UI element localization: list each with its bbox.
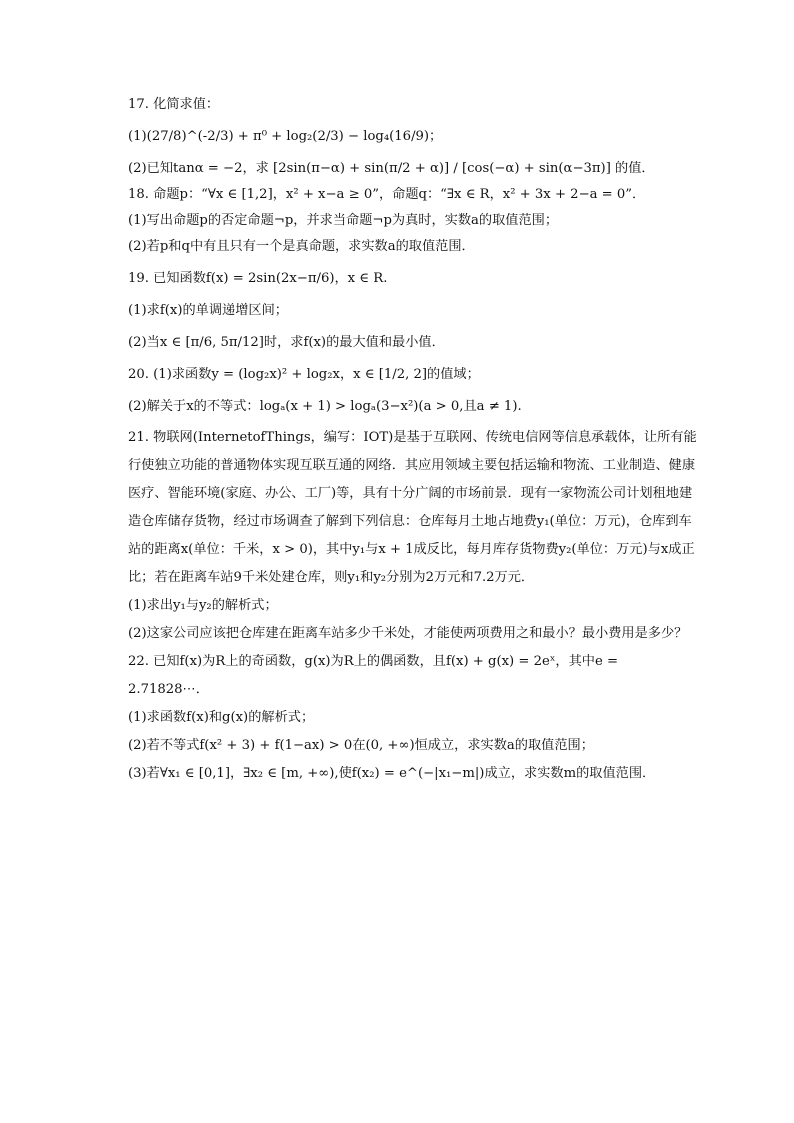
q22-title: 22. 已知f(x)为R上的奇函数，g(x)为R上的偶函数，且f(x) + g(x) = 2eˣ，其中e = 2.71828⋯． (128, 654, 619, 697)
q21-text: 21. 物联网(InternetofThings，编写：IOT)是基于互联网、传统电信网等信息承载体，让所有能行使独立功能的普通物体实现互联互通的网络．其应用领域主要包括运输和物流、工业制造、健康医疗、智能环境(家庭、办公、工厂)等，具有十分广阔的市场前景．现有一家物流公司计划租地建造仓库储存货物，经过市场调查了解到下列信息：仓库每月土地占地费y₁(单位：万元)，仓库到车站的距离x(单位：千米，x > 0)，其中y₁与x + 1成反比，每月库存货物费y₂(单位：万元)与x成正比；若在距离车站9千米处建仓库，则y₁和y₂分别为2万元和7.2万元． (128, 430, 697, 585)
q17-part2: (2)已知tanα = −2，求 [2sin(π−α) + sin(π/2 + α)] / [cos(−α) + sin(α−3π)] 的值． (128, 161, 655, 176)
q22-part3: (3)若∀x₁ ∈ [0,1]，∃x₂ ∈ [m, +∞),使f(x₂) = e^(−|x₁−m|)成立，求实数m的取值范围． (128, 766, 656, 781)
q22-part2: (2)若不等式f(x² + 3) + f(1−ax) > 0在(0, +∞)恒成立，求实数a的取值范围； (128, 738, 594, 753)
q17-title: 17. 化简求值： (128, 97, 220, 112)
q20-title: 20. (1)求函数y = (log₂x)² + log₂x，x ∈ [1/2, 2]的值域； (128, 367, 480, 382)
q19-title: 19. 已知函数f(x) = 2sin(2x−π/6)，x ∈ R. (128, 271, 388, 286)
q19-part1: (1)求f(x)的单调递增区间； (128, 303, 288, 318)
q21-part2: (2)这家公司应该把仓库建在距离车站多少千米处，才能使两项费用之和最小？最小费用是多少？ (128, 626, 688, 641)
question-list (128, 96, 698, 788)
q17-part1: (1)(27/8)^(-2/3) + π⁰ + log₂(2/3) − log₄(16/9)； (128, 129, 443, 144)
q18-part2: (2)若p和q中有且只有一个是真命题，求实数a的取值范围． (128, 239, 475, 254)
q21-part1: (1)求出y₁与y₂的解析式； (128, 598, 278, 613)
q18-title: 18. 命题p：“∀x ∈ [1,2]，x² + x−a ≥ 0”，命题q：“∃x ∈ R，x² + 3x + 2−a = 0”． (128, 187, 646, 202)
q18-part1: (1)写出命题p的否定命题¬p，并求当命题¬p为真时，实数a的取值范围； (128, 213, 559, 228)
q19-part2: (2)当x ∈ [π/6, 5π/12]时，求f(x)的最大值和最小值． (128, 335, 445, 350)
q20-part2: (2)解关于x的不等式：logₐ(x + 1) > logₐ(3−x²)(a > 0,且a ≠ 1). (128, 399, 522, 414)
q22-part1: (1)求函数f(x)和g(x)的解析式； (128, 710, 315, 725)
